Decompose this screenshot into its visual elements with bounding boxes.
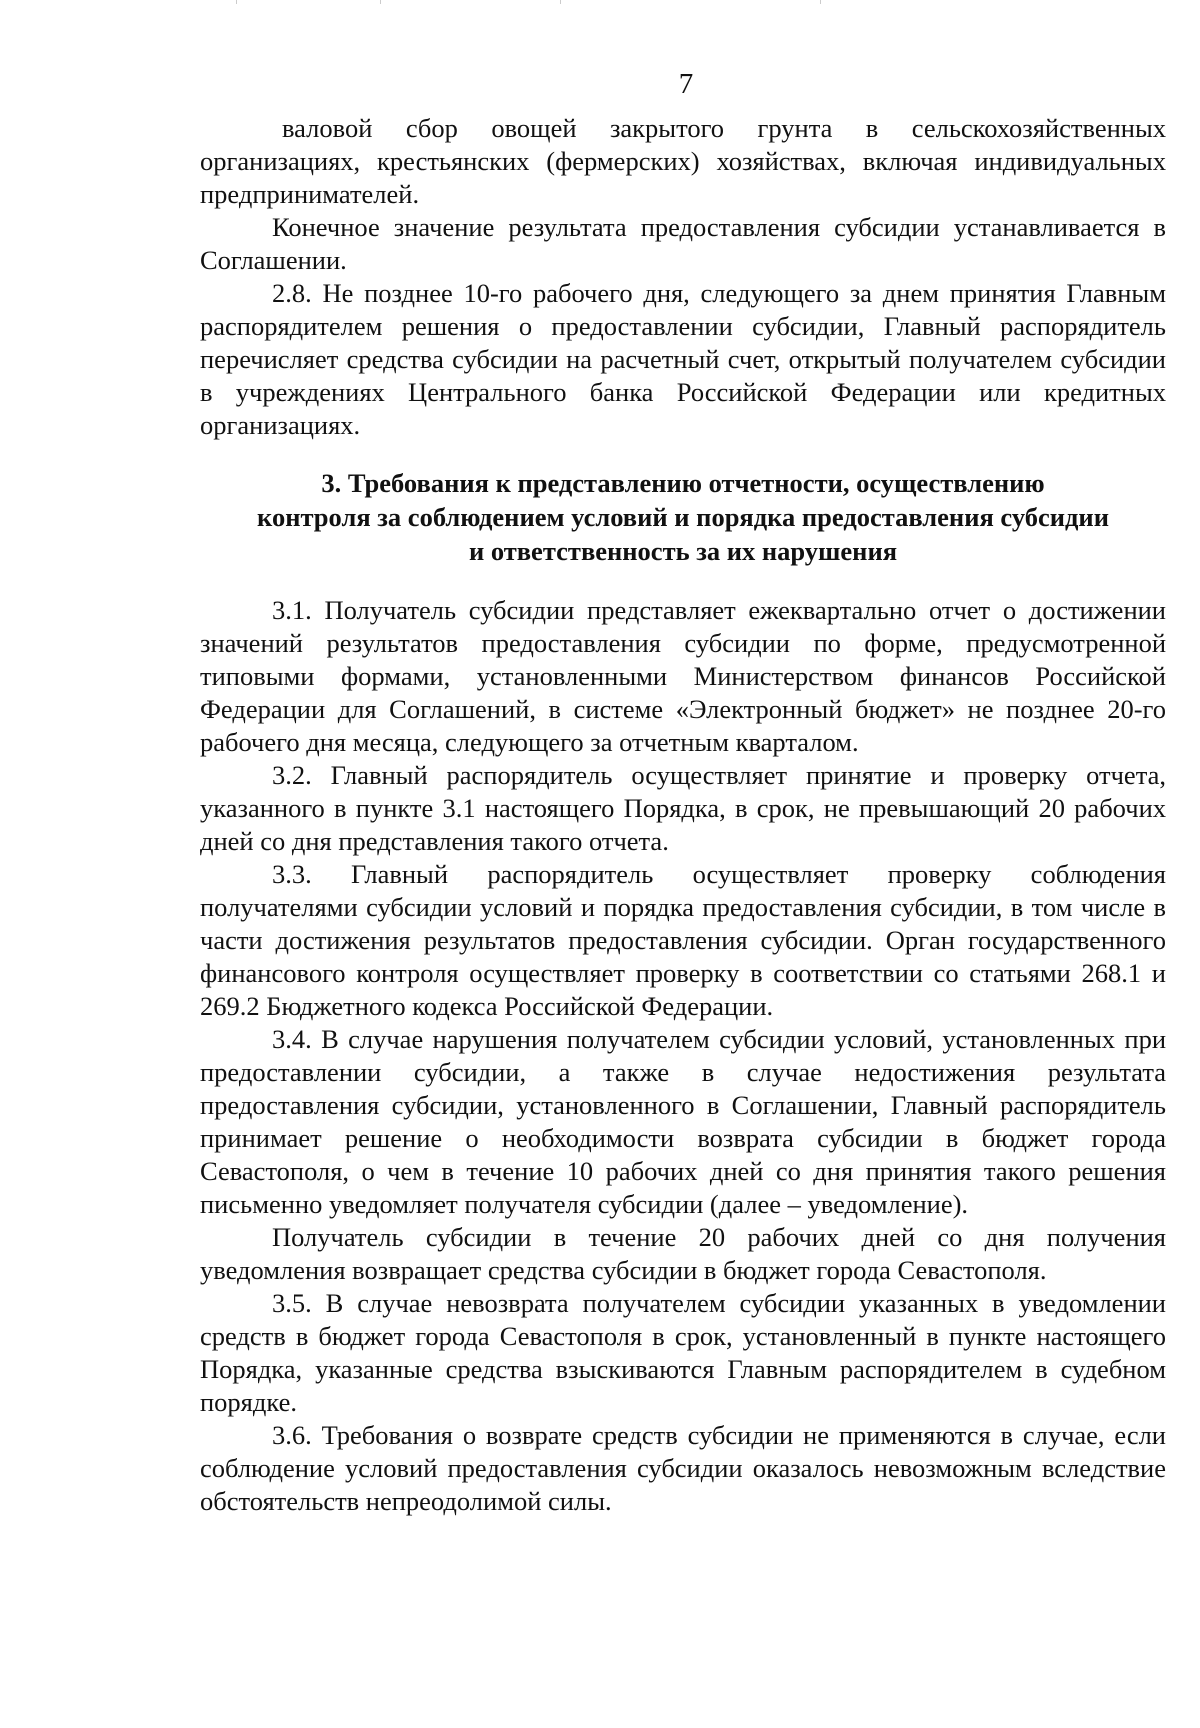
- paragraph-3-4-return: Получатель субсидии в течение 20 рабочих дней со дня получения уведомления возвращает средства субсидии в бюджет города Севастополя.: [200, 1222, 1166, 1285]
- scan-edge-mark: [560, 0, 561, 4]
- paragraph-3-4: 3.4. В случае нарушения получателем субсидии условий, установленных при предоставлении субсидии, а также в случае недостижения результата предоставления субсидии, установленного в Соглашении, Главный распорядитель принимает решение о необходимости возврата субсидии в бюджет города Севастополя, о чем в течение 10 рабочих дней со дня принятия такого решения письменно уведомляет получателя субсидии (далее – уведомление).: [200, 1024, 1166, 1219]
- document-body: [200, 112, 1166, 1518]
- paragraph-final-value: Конечное значение результата предоставления субсидии устанавливается в Соглашении.: [200, 212, 1166, 275]
- section-heading-line: и ответственность за их нарушения: [468, 536, 898, 566]
- scan-edge-mark: [380, 0, 381, 4]
- paragraph-3-5: 3.5. В случае невозврата получателем субсидии указанных в уведомлении средств в бюджет города Севастополя в срок, установленный в пункте настоящего Порядка, указанные средства взыскиваются Главным распорядителем в судебном порядке.: [200, 1288, 1166, 1417]
- paragraph-3-2: 3.2. Главный распорядитель осуществляет принятие и проверку отчета, указанного в пункте 3.1 настоящего Порядка, в срок, не превышающий 20 рабочих дней со дня представления такого отчета.: [200, 760, 1166, 856]
- section-heading-line: 3. Требования к представлению отчетности, осуществлению: [321, 468, 1045, 498]
- scan-edge-mark: [236, 0, 237, 4]
- paragraph-2-8: 2.8. Не позднее 10-го рабочего дня, следующего за днем принятия Главным распорядителем решения о предоставлении субсидии, Главный распорядитель перечисляет средства субсидии на расчетный счет, открытый получателем субсидии в учреждениях Центрального банка Российской Федерации или кредитных организациях.: [200, 278, 1166, 440]
- scan-edge-mark: [820, 0, 821, 4]
- paragraph-3-1: 3.1. Получатель субсидии представляет ежеквартально отчет о достижении значений результатов предоставления субсидии по форме, предусмотренной типовыми формами, установленными Министерством финансов Российской Федерации для Соглашений, в системе «Электронный бюджет» не позднее 20-го рабочего дня месяца, следующего за отчетным кварталом.: [200, 595, 1166, 757]
- paragraph-3-6: 3.6. Требования о возврате средств субсидии не применяются в случае, если соблюдение условий предоставления субсидии оказалось невозможным вследствие обстоятельств непреодолимой силы.: [200, 1420, 1166, 1516]
- paragraph-3-3: 3.3. Главный распорядитель осуществляет проверку соблюдения получателями субсидии условий и порядка предоставления субсидии, в том числе в части достижения результатов предоставления субсидии. Орган государственного финансового контроля осуществляет проверку в соответствии со статьями 268.1 и 269.2 Бюджетного кодекса Российской Федерации.: [200, 859, 1166, 1021]
- paragraph-harvest-indicator: валовой сбор овощей закрытого грунта в сельскохозяйственных организациях, крестьянских (фермерских) хозяйствах, включая индивидуальных предпринимателей.: [200, 113, 1166, 209]
- section-heading-line: контроля за соблюдением условий и порядка предоставления субсидии: [257, 502, 1109, 532]
- page-number: 7: [678, 68, 694, 100]
- section-3-heading: [200, 466, 1166, 568]
